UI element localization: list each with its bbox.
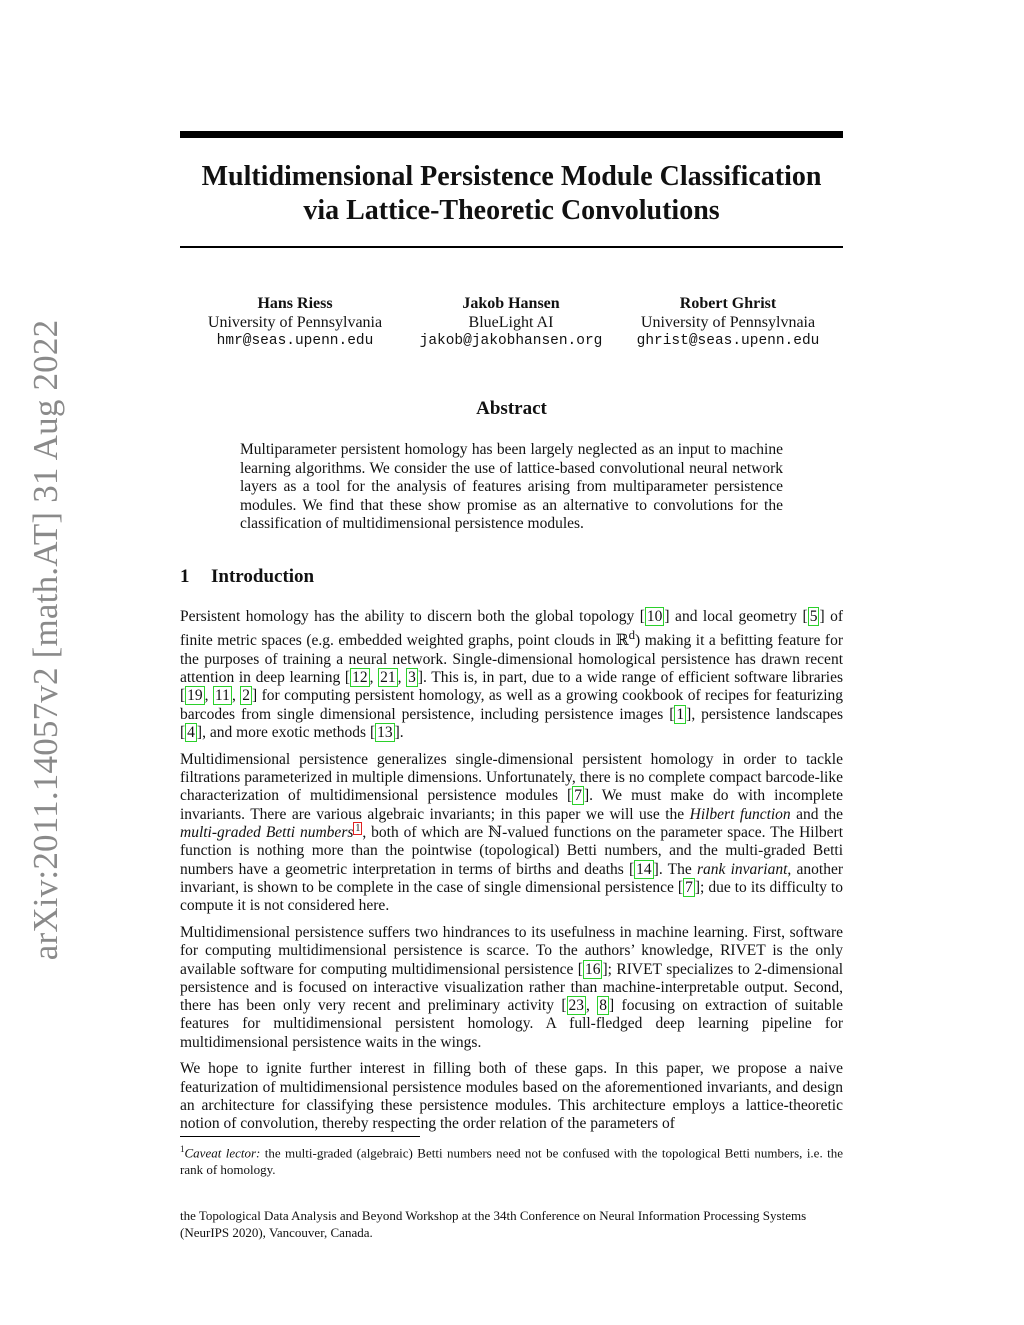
- citation-link[interactable]: 7: [574, 787, 582, 805]
- text-run: ]; RIVET specializes to 2-dimensional persistence and is focused on interactive visualization rather than machine-interpretable output. Second, there has been only very recent and preliminary activity [: [180, 960, 844, 1015]
- abstract-heading: Abstract: [476, 398, 547, 419]
- citation-link[interactable]: 11: [215, 687, 230, 705]
- text-run: ]; due to its difficulty to compute it is not considered here.: [180, 878, 843, 915]
- author-email[interactable]: jakob@jakobhansen.org: [419, 333, 603, 349]
- text-run: ) making it a befitting feature for the purposes of training a neural network. Single-dimensional homological persistence has drawn recent attention in deep learning [: [180, 632, 843, 687]
- section-number: 1: [180, 566, 190, 587]
- author-affiliation: BlueLight AI: [468, 314, 554, 331]
- footnote-1: [180, 1141, 843, 1178]
- superscript-d: d: [628, 627, 636, 643]
- paragraph-4: We hope to ignite further interest in filling both of these gaps. In this paper, we propose a naive featurization of multidimensional persistence modules based on the aforementioned invariants, and design an architecture for classifying these persistence modules. This architecture employs a lattice-theoretic notion of convolution, thereby respecting the order relation of the parameters of: [180, 1060, 843, 1133]
- footnote-link[interactable]: 1: [355, 822, 361, 834]
- text-run: ] and local geometry [: [664, 608, 808, 625]
- title-line-2: via Lattice-Theoretic Convolutions: [303, 195, 720, 226]
- text-run: ], and more exotic methods [: [196, 723, 376, 741]
- author-affiliation: University of Pennsylvnaia: [640, 314, 816, 331]
- text-run: ] of finite metric spaces (e.g. embedded weighted graphs, point clouds in ℝ: [180, 608, 844, 650]
- text-run: ]. We must make do with incomplete invariants. There are various algebraic invariants; in this paper we will use the: [180, 787, 843, 823]
- citation-link[interactable]: 23: [568, 997, 585, 1015]
- text-run: ], persistence landscapes [: [180, 705, 843, 741]
- citation-link[interactable]: 1: [676, 705, 685, 723]
- citation-link[interactable]: 13: [377, 723, 393, 741]
- text-run: Multidimensional persistence suffers two hindrances to its usefulness in machine learning. First, software for computing multidimensional persistence is scarce. To the authors’ knowledge, RIVET is the only available software for computing multidimensional persistence [: [180, 923, 843, 978]
- author-name: Robert Ghrist: [679, 295, 777, 312]
- paragraph-3: Multidimensional persistence suffers two hindrances to its usefulness in machine learning. First, software for computing multidimensional persistence is scarce. To the authors’ knowledge, RIVET is the only available software for computing multidimensional persistence [ 16 ]; RIVET specializes to 2-dimensional persistence and is focused on interactive visualization rather than machine-interpretable output. Second, there has been only very recent and preliminary activity [ 23 , 8 ] focusing on extraction of suitable features for multidimensional persistent homology. A full-fledged deep learning pipeline for multidimensional persistence waits in the wings.: [180, 923, 844, 1051]
- paragraph-1: Persistent homology has the ability to discern both the global topology [ 10 ] and local geometry [ 5 ] of finite metric spaces (e.g. embedded weighted graphs, point clouds in ℝ$^d$) making it a befitting feature for the purposes of training a neural network. Single-dimensional homological persistence has drawn recent attention in deep learning [ 12 , 21 , 3 ]. This is, in part, due to a wide range of efficient software libraries [ 19 , 11 , 2 ] for computing persistent homology, as well as a growing cookbook of recipes for featurizing barcodes from single dimensional persistence, including persistence images [ 1 ], persistence landscapes [ 4 ], and more exotic methods [ 13 ].: [180, 608, 844, 741]
- text-run: Persistent homology has the ability to discern both the global topology [: [180, 608, 645, 625]
- term-multi-graded-betti: multi-graded Betti numbers: [180, 823, 354, 841]
- abstract-text: Multiparameter persistent homology has been largely neglected as an input to machine learning algorithms. We consider the use of lattice-based convolutional neural network layers as a tool for the analysis of features arising from multiparameter persistence modules. We find that these show promise as an alternative to convolutions for the classification of multidimensional persistence modules.: [240, 441, 783, 533]
- footnote-rule: [180, 1136, 420, 1137]
- title-top-rule: [180, 131, 843, 138]
- author-block-hansen: [400, 294, 622, 351]
- citation-link[interactable]: 12: [352, 669, 368, 687]
- text-run: , both of which are ℕ-valued functions on the parameter space. The Hilbert function is nothing more than the pointwise (topological) Betti numbers, and the multi-graded Betti numbers have a geometric interpretation in terms of births and deaths [: [180, 823, 844, 878]
- text-run: ]. This is, in part, due to a wide range of efficient software libraries [: [180, 669, 843, 705]
- footnote-mark: 1: [180, 1144, 185, 1154]
- section-title: Introduction: [211, 566, 315, 587]
- text-run: Multidimensional persistence generalizes single-dimensional persistent homology in order to tackle filtrations parameterized in multiple dimensions. Unfortunately, there is no complete compact barcode-like characterization of multidimensional persistence modules [: [180, 750, 843, 805]
- citation-link[interactable]: 5: [809, 608, 818, 625]
- paper-title: [180, 160, 843, 228]
- citation-link[interactable]: 16: [584, 960, 601, 978]
- citation-link[interactable]: 19: [187, 687, 203, 705]
- citation-link[interactable]: 14: [636, 860, 652, 878]
- text-run: ].: [394, 723, 404, 741]
- citation-link[interactable]: 21: [380, 669, 396, 687]
- title-line-1: Multidimensional Persistence Module Classification: [201, 161, 822, 192]
- citation-link[interactable]: 10: [646, 608, 663, 625]
- author-block-ghrist: [612, 294, 844, 351]
- text-run: ] for computing persistent homology, as well as a growing cookbook of recipes for featurizing barcodes from single dimensional persistence, including persistence images [: [180, 687, 844, 723]
- footnote-text: the multi-graded (algebraic) Betti numbers need not be confused with the topological Betti numbers, i.e. the rank of homology.: [180, 1145, 843, 1178]
- venue-note: the Topological Data Analysis and Beyond Workshop at the 34th Conference on Neural Information Processing Systems (NeurIPS 2020), Vancouver, Canada.: [180, 1208, 807, 1240]
- section-heading-introduction: [180, 566, 314, 588]
- term-hilbert-function: Hilbert function: [689, 805, 791, 823]
- citation-link[interactable]: 7: [685, 878, 693, 896]
- author-name: Jakob Hansen: [462, 295, 560, 312]
- arxiv-identifier-stamp: arXiv:2011.14057v2 [math.AT] 31 Aug 2022: [26, 319, 65, 961]
- text-run: ]. The: [653, 860, 697, 878]
- citation-link[interactable]: 4: [187, 723, 195, 741]
- text-run: ] focusing on extraction of suitable features for multidimensional persistent homology. A full-fledged deep learning pipeline for multidimensional persistence waits in the wings.: [180, 997, 843, 1051]
- author-email[interactable]: ghrist@seas.upenn.edu: [636, 333, 820, 349]
- author-affiliation: University of Pennsylvania: [207, 314, 383, 331]
- paragraph-2: [180, 751, 843, 916]
- introduction-body: [180, 608, 843, 1142]
- footnote-label: Caveat lector:: [184, 1145, 261, 1161]
- term-rank-invariant: rank invariant: [696, 860, 788, 878]
- author-block-riess: [180, 294, 410, 351]
- citation-link[interactable]: 3: [408, 669, 416, 687]
- author-name: Hans Riess: [257, 295, 333, 312]
- text-run: and the: [790, 805, 843, 823]
- citation-link[interactable]: 8: [599, 997, 608, 1015]
- citation-link[interactable]: 2: [242, 687, 251, 705]
- author-email[interactable]: hmr@seas.upenn.edu: [216, 333, 374, 349]
- title-bottom-rule: [180, 246, 843, 248]
- text-run: , another invariant, is shown to be complete in the case of single dimensional persistence [: [180, 860, 843, 896]
